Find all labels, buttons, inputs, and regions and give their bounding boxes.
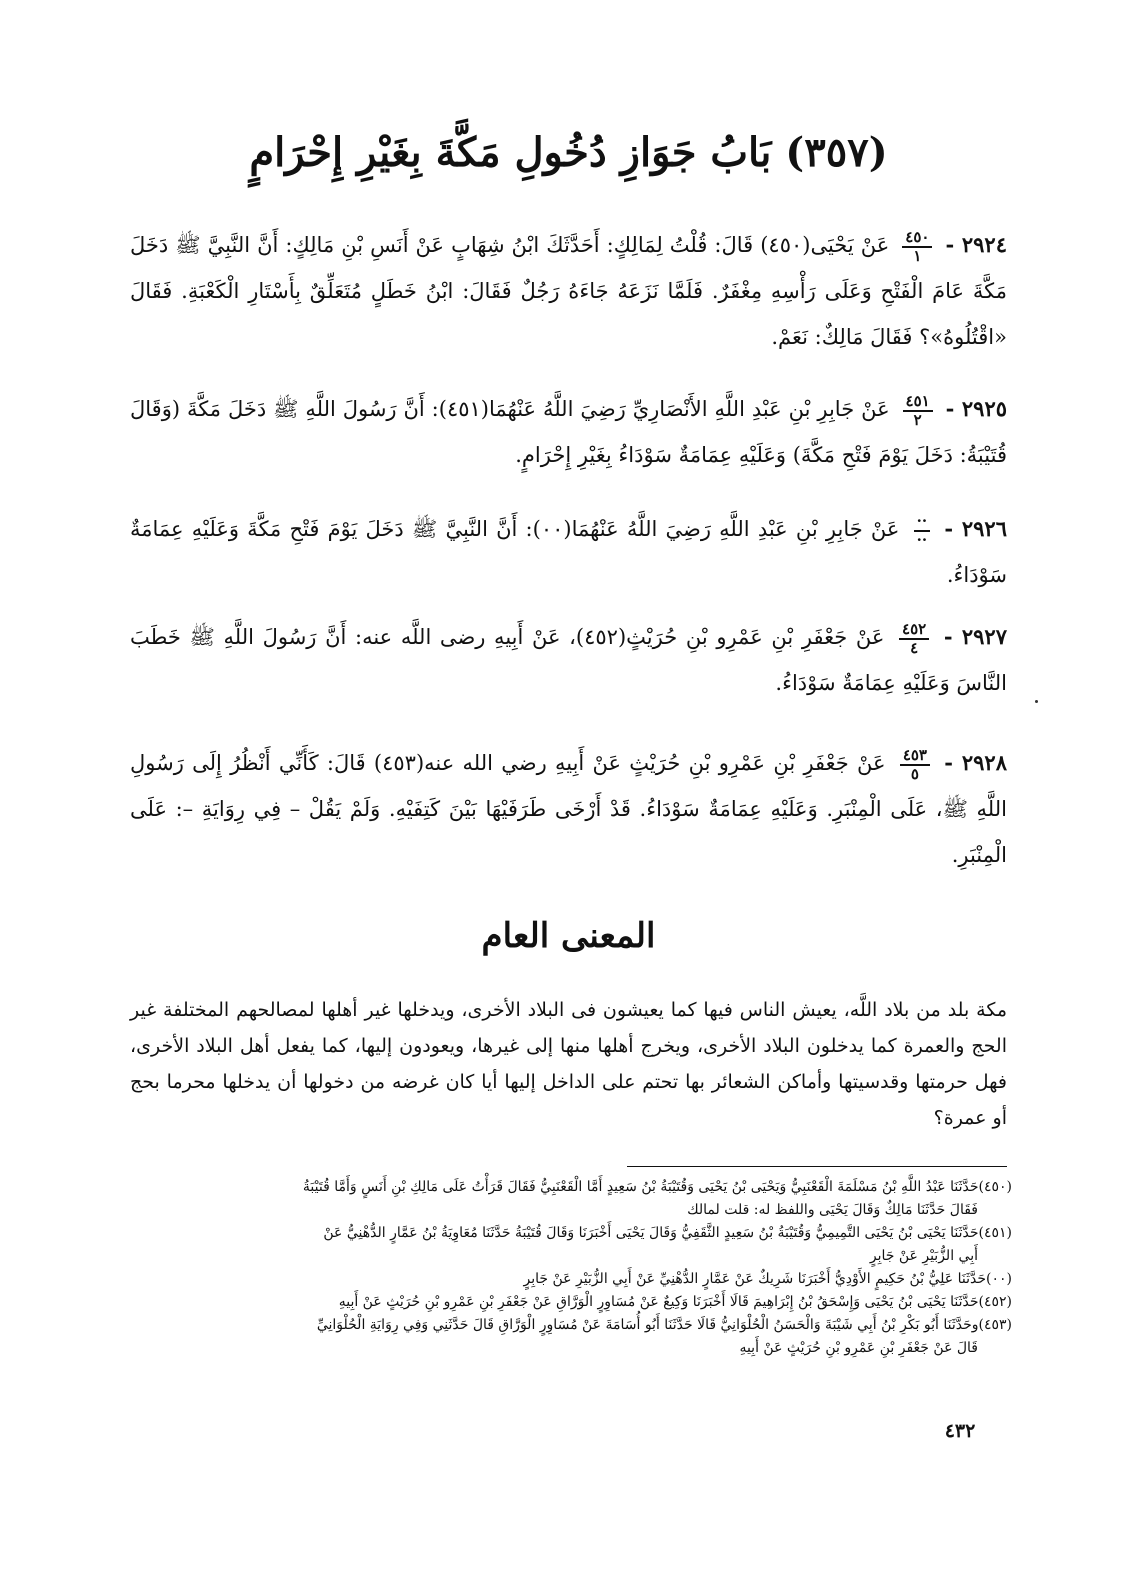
hadith-2926 (130, 506, 1007, 598)
footnote-453-continued: قَالَ عَنْ جَعْفَرِ بْنِ عَمْرِو بْنِ حُرَيْثٍ عَنْ أَبِيهِ (739, 1340, 978, 1356)
footnote-text: حَدَّثَنَا عَبْدُ اللَّهِ بْنُ مَسْلَمَةَ الْقَعْنَبِيُّ وَيَحْيَى بْنُ يَحْيَى وَقُتَيْبَةُ بْنُ سَعِيدٍ أَمَّا الْقَعْنَبِيُّ فَقَالَ قَرَأْتُ عَلَى مَالِكِ بْنِ أَنَسٍ وَأَمَّا قُتَيْبَةُ (302, 1179, 979, 1195)
hadith-number: ٢٩٢٧ - (943, 624, 1007, 649)
footnote-text: حَدَّثَنَا يَحْيَى بْنُ يَحْيَى التَّمِيمِيُّ وَقُتَيْبَةُ بْنُ سَعِيدٍ الثَّقَفِيُّ وَقَالَ يَحْيَى أَخْبَرَنَا وَقَالَ قُتَيْبَةُ حَدَّثَنَا مُعَاوِيَةُ بْنُ عَمَّارٍ الدُّهْنِيُّ عَنْ (323, 1225, 979, 1241)
hadith-2925 (130, 386, 1007, 478)
hadith-index-fraction: $\frac{٤٥٢}{٤}$ (899, 621, 929, 657)
footnote-text: حَدَّثَنَا يَحْيَى بْنُ يَحْيَى وَإِسْحَقُ بْنُ إِبْرَاهِيمَ قَالَا أَخْبَرَنَا وَكِيعٌ عَنْ مُسَاوِرٍ الْوَرَّاقِ عَنْ جَعْفَرِ بْنِ عَمْرِو بْنِ حُرَيْثٍ عَنْ أَبِيهِ (338, 1294, 979, 1310)
scan-speck (1035, 700, 1038, 703)
hadith-text: عَنْ يَحْيَى(٤٥٠) قَالَ: قُلْتُ لِمَالِكٍ: أَحَدَّثَكَ ابْنُ شِهَابٍ عَنْ أَنَسِ بْنِ مَالِكٍ: أَنَّ النَّبِيَّ ﷺ دَخَلَ مَكَّةَ عَامَ الْفَتْحِ وَعَلَى رَأْسِهِ مِغْفَرٌ. فَلَمَّا نَزَعَهُ جَاءَهُ رَجُلٌ فَقَالَ: ابْنُ خَطَلٍ مُتَعَلِّقٌ بِأَسْتَارِ الْكَعْبَةِ. فَقَالَ «اقْتُلُوهُ»؟ فَقَالَ مَالِكٌ: نَعَمْ. (130, 233, 1007, 349)
footnote-00 (125, 1268, 1012, 1291)
hadith-number: ٢٩٢٦ - (944, 516, 1007, 541)
hadith-number: ٢٩٢٤ - (945, 232, 1007, 257)
hadith-text: عَنْ جَابِرِ بْنِ عَبْدِ اللَّهِ رَضِيَ اللَّهُ عَنْهُمَا(٠٠): أَنَّ النَّبِيَّ ﷺ دَخَلَ يَوْمَ فَتْحِ مَكَّةَ وَعَلَيْهِ عِمَامَةٌ سَوْدَاءُ. (130, 517, 1007, 587)
footnote-text: حَدَّثَنَا عَلِيُّ بْنُ حَكِيمٍ الأَوْدِيُّ أَخْبَرَنَا شَرِيكٌ عَنْ عَمَّارٍ الدُّهْنِيِّ عَنْ أَبِي الزُّبَيْرِ عَنْ جَابِرٍ (523, 1271, 987, 1287)
footnote-mark: (٤٥٢) (978, 1294, 1012, 1310)
hadith-index-fraction: $\frac{\cdot\cdot}{\cdot\cdot}$ (914, 513, 930, 549)
hadith-index-fraction: $\frac{٤٥٠}{١}$ (902, 229, 932, 265)
footnote-divider (627, 1166, 1007, 1167)
footnote-mark: (٤٥١) (978, 1225, 1012, 1241)
footnote-mark: (٤٥٠) (978, 1179, 1012, 1195)
footnote-453 (125, 1314, 1012, 1337)
footnote-452 (125, 1291, 1012, 1314)
hadith-index-fraction: $\frac{٤٥٣}{٥}$ (900, 747, 930, 783)
hadith-number: ٢٩٢٨ - (944, 750, 1007, 775)
hadith-text: عَنْ جَعْفَرِ بْنِ عَمْرِو بْنِ حُرَيْثٍ(٤٥٢)، عَنْ أَبِيهِ رضى اللَّه عنه: أَنَّ رَسُولَ اللَّهِ ﷺ خَطَبَ النَّاسَ وَعَلَيْهِ عِمَامَةٌ سَوْدَاءُ. (130, 625, 1007, 695)
chapter-title: (٣٥٧) بَابُ جَوَازِ دُخُولِ مَكَّةَ بِغَيْرِ إِحْرَامٍ (249, 129, 888, 176)
footnotes (125, 1176, 1012, 1360)
footnote-450 (125, 1176, 1012, 1199)
footnote-451-continued: أَبِي الزُّبَيْرِ عَنْ جَابِرٍ (869, 1248, 978, 1264)
page-number: ٤٣٢ (944, 1420, 976, 1442)
hadith-2927 (130, 614, 1007, 706)
hadith-2928 (130, 740, 1007, 878)
hadith-text: عَنْ جَعْفَرِ بْنِ عَمْرِو بْنِ حُرَيْثٍ عَنْ أَبِيهِ رضي الله عنه(٤٥٣) قَالَ: كَأَنِّي أَنْظُرُ إِلَى رَسُولِ اللَّهِ ﷺ، عَلَى الْمِنْبَرِ. وَعَلَيْهِ عِمَامَةٌ سَوْدَاءُ. قَدْ أَرْخَى طَرَفَيْهَا بَيْنَ كَتِفَيْهِ. وَلَمْ يَقُلْ – فِي رِوَايَةِ –: عَلَى الْمِنْبَرِ. (130, 751, 1007, 867)
footnote-mark: (٠٠) (986, 1271, 1012, 1287)
footnote-text: وحَدَّثَنَا أَبُو بَكْرِ بْنُ أَبِي شَيْبَةَ وَالْحَسَنُ الْحُلْوَانِيُّ قَالَا حَدَّثَنَا أَبُو أُسَامَةَ عَنْ مُسَاوِرٍ الْوَرَّاقِ قَالَ حَدَّثَنِي وَفِي رِوَايَةِ الْحُلْوَانِيِّ (316, 1317, 979, 1333)
hadith-2924 (130, 222, 1007, 360)
general-meaning-paragraph: مكة بلد من بلاد اللَّه، يعيش الناس فيها كما يعيشون فى البلاد الأخرى، ويدخلها غير أهلها لمصالحهم المختلفة غير الحج والعمرة كما يدخلون البلاد الأخرى، ويخرج أهلها منها إلى غيرها، ويعودون إليها، كما يفعل أهل البلاد الأخرى، فهل حرمتها وقدسيتها وأماكن الشعائر بها تحتم على الداخل إليها أيا كان غرضه من دخولها أن يدخلها محرما بحج أو عمرة؟ (130, 999, 1007, 1129)
footnote-450-continued: فَقَالَ حَدَّثَنَا مَالِكٌ وَقَالَ يَحْيَى واللفظ له: قلت لمالك (687, 1202, 978, 1218)
section-heading-general-meaning: المعنى العام (481, 916, 656, 956)
hadith-index-fraction: $\frac{٤٥١}{٢}$ (903, 393, 933, 429)
footnote-451 (125, 1222, 1012, 1245)
footnote-mark: (٤٥٣) (978, 1317, 1012, 1333)
hadith-text: عَنْ جَابِرِ بْنِ عَبْدِ اللَّهِ الأَنْصَارِيِّ رَضِيَ اللَّهُ عَنْهُمَا(٤٥١): أَنَّ رَسُولَ اللَّهِ ﷺ دَخَلَ مَكَّةَ (وَقَالَ قُتَيْبَةُ: دَخَلَ يَوْمَ فَتْحِ مَكَّةَ) وَعَلَيْهِ عِمَامَةٌ سَوْدَاءُ بِغَيْرِ إِحْرَامٍ. (130, 397, 1007, 467)
hadith-number: ٢٩٢٥ - (945, 396, 1008, 421)
